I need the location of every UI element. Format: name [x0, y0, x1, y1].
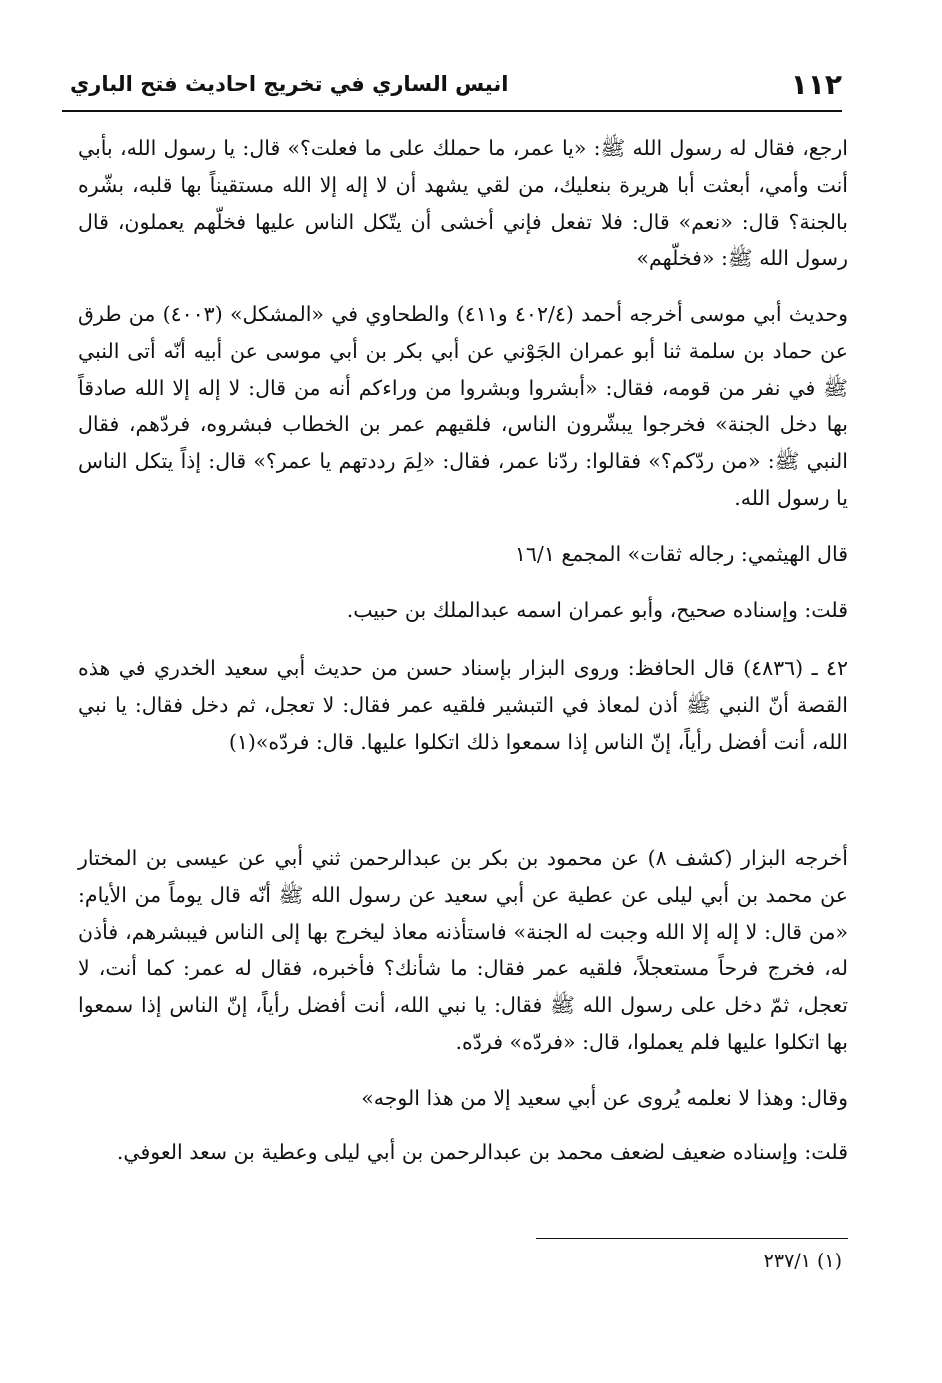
paragraph-8: قلت: وإسناده ضعيف لضعف محمد بن عبدالرحمن بن أبي ليلى وعطية بن سعد العوفي.: [116, 1140, 848, 1164]
paragraph-2: وحديث أبي موسى أخرجه أحمد (٤٠٢/٤ و٤١١) والطحاوي في «المشكل» (٤٠٠٣) من طرق عن حماد بن سلمة ثنا أبو عمران الجَوْني عن أبي بكر بن أبي موسى عن أبيه أنّه أتى النبي ﷺ في نفر من قومه، فقال: «أبشروا وبشروا من وراءكم أنه من قال: لا إله إلا الله صادقاً بها دخل الجنة» فخرجوا يبشّرون الناس، فلقيهم عمر بن الخطاب فبشروه، فردّهم، فقال النبي ﷺ: «من ردّكم؟» فقالوا: ردّنا عمر، فقال: «لِمَ رددتهم يا عمر؟» قال: إذاً يتكل الناس يا رسول الله.: [78, 302, 849, 510]
paragraph-6: أخرجه البزار (كشف ٨) عن محمود بن بكر بن عبدالرحمن ثني أبي عن عيسى بن المختار عن محمد بن أبي ليلى عن عطية عن أبي سعيد عن رسول الله ﷺ أنّه قال يوماً من الأيام: «من قال: لا إله إلا الله وجبت له الجنة» فاستأذنه معاذ ليخرج بها إلى الناس فيبشرهم، فأذن له، فخرج فرحاً مستعجلاً، فلقيه عمر فقال: ما شأنك؟ فأخبره، فقال له عمر: كما أنت، لا تعجل، ثمّ دخل على رسول الله ﷺ فقال: يا نبي الله، أنت أفضل رأياً، إنّ الناس إذا سمعوا بها اتكلوا عليها فلم يعملوا، قال: «فردّه» فردّه.: [78, 846, 848, 1054]
book-title: انيس الساري في تخريج احاديث فتح الباري: [70, 72, 509, 96]
footnote-divider: [536, 1238, 848, 1239]
page-number: ١١٢: [790, 68, 842, 101]
paragraph-1: ارجع، فقال له رسول الله ﷺ: «يا عمر، ما حملك على ما فعلت؟» قال: يا رسول الله، بأبي أنت وأمي، أبعثت أبا هريرة بنعليك، من لقي يشهد أن لا إله إلا الله مستقيناً بها قلبه، بشّره بالجنة؟ قال: «نعم» قال: فلا تفعل فإني أخشى أن يتّكل الناس عليها فخلّهم يعملون، قال رسول الله ﷺ: «فخلّهم»: [78, 136, 848, 271]
running-header: [62, 66, 842, 112]
paragraph-7: وقال: وهذا لا نعلمه يُروى عن أبي سعيد إلا من هذا الوجه»: [361, 1086, 848, 1110]
paragraph-3: قال الهيثمي: رجاله ثقات» المجمع ١٦/١: [514, 542, 848, 566]
footnote: (١) ٢٣٧/١: [763, 1250, 842, 1272]
hadith-42-paragraph: ٤٢ ـ (٤٨٣٦) قال الحافظ: وروى البزار بإسناد حسن من حديث أبي سعيد الخدري في هذه القصة أنّ النبي ﷺ أذن لمعاذ في التبشير فلقيه عمر فقال: لا تعجل، ثم دخل فقال: يا نبي الله، أنت أفضل رأياً، إنّ الناس إذا سمعوا ذلك اتكلوا عليها. قال: فردّه»(١): [78, 656, 848, 754]
paragraph-4: قلت: وإسناده صحيح، وأبو عمران اسمه عبدالملك بن حبيب.: [346, 598, 848, 622]
